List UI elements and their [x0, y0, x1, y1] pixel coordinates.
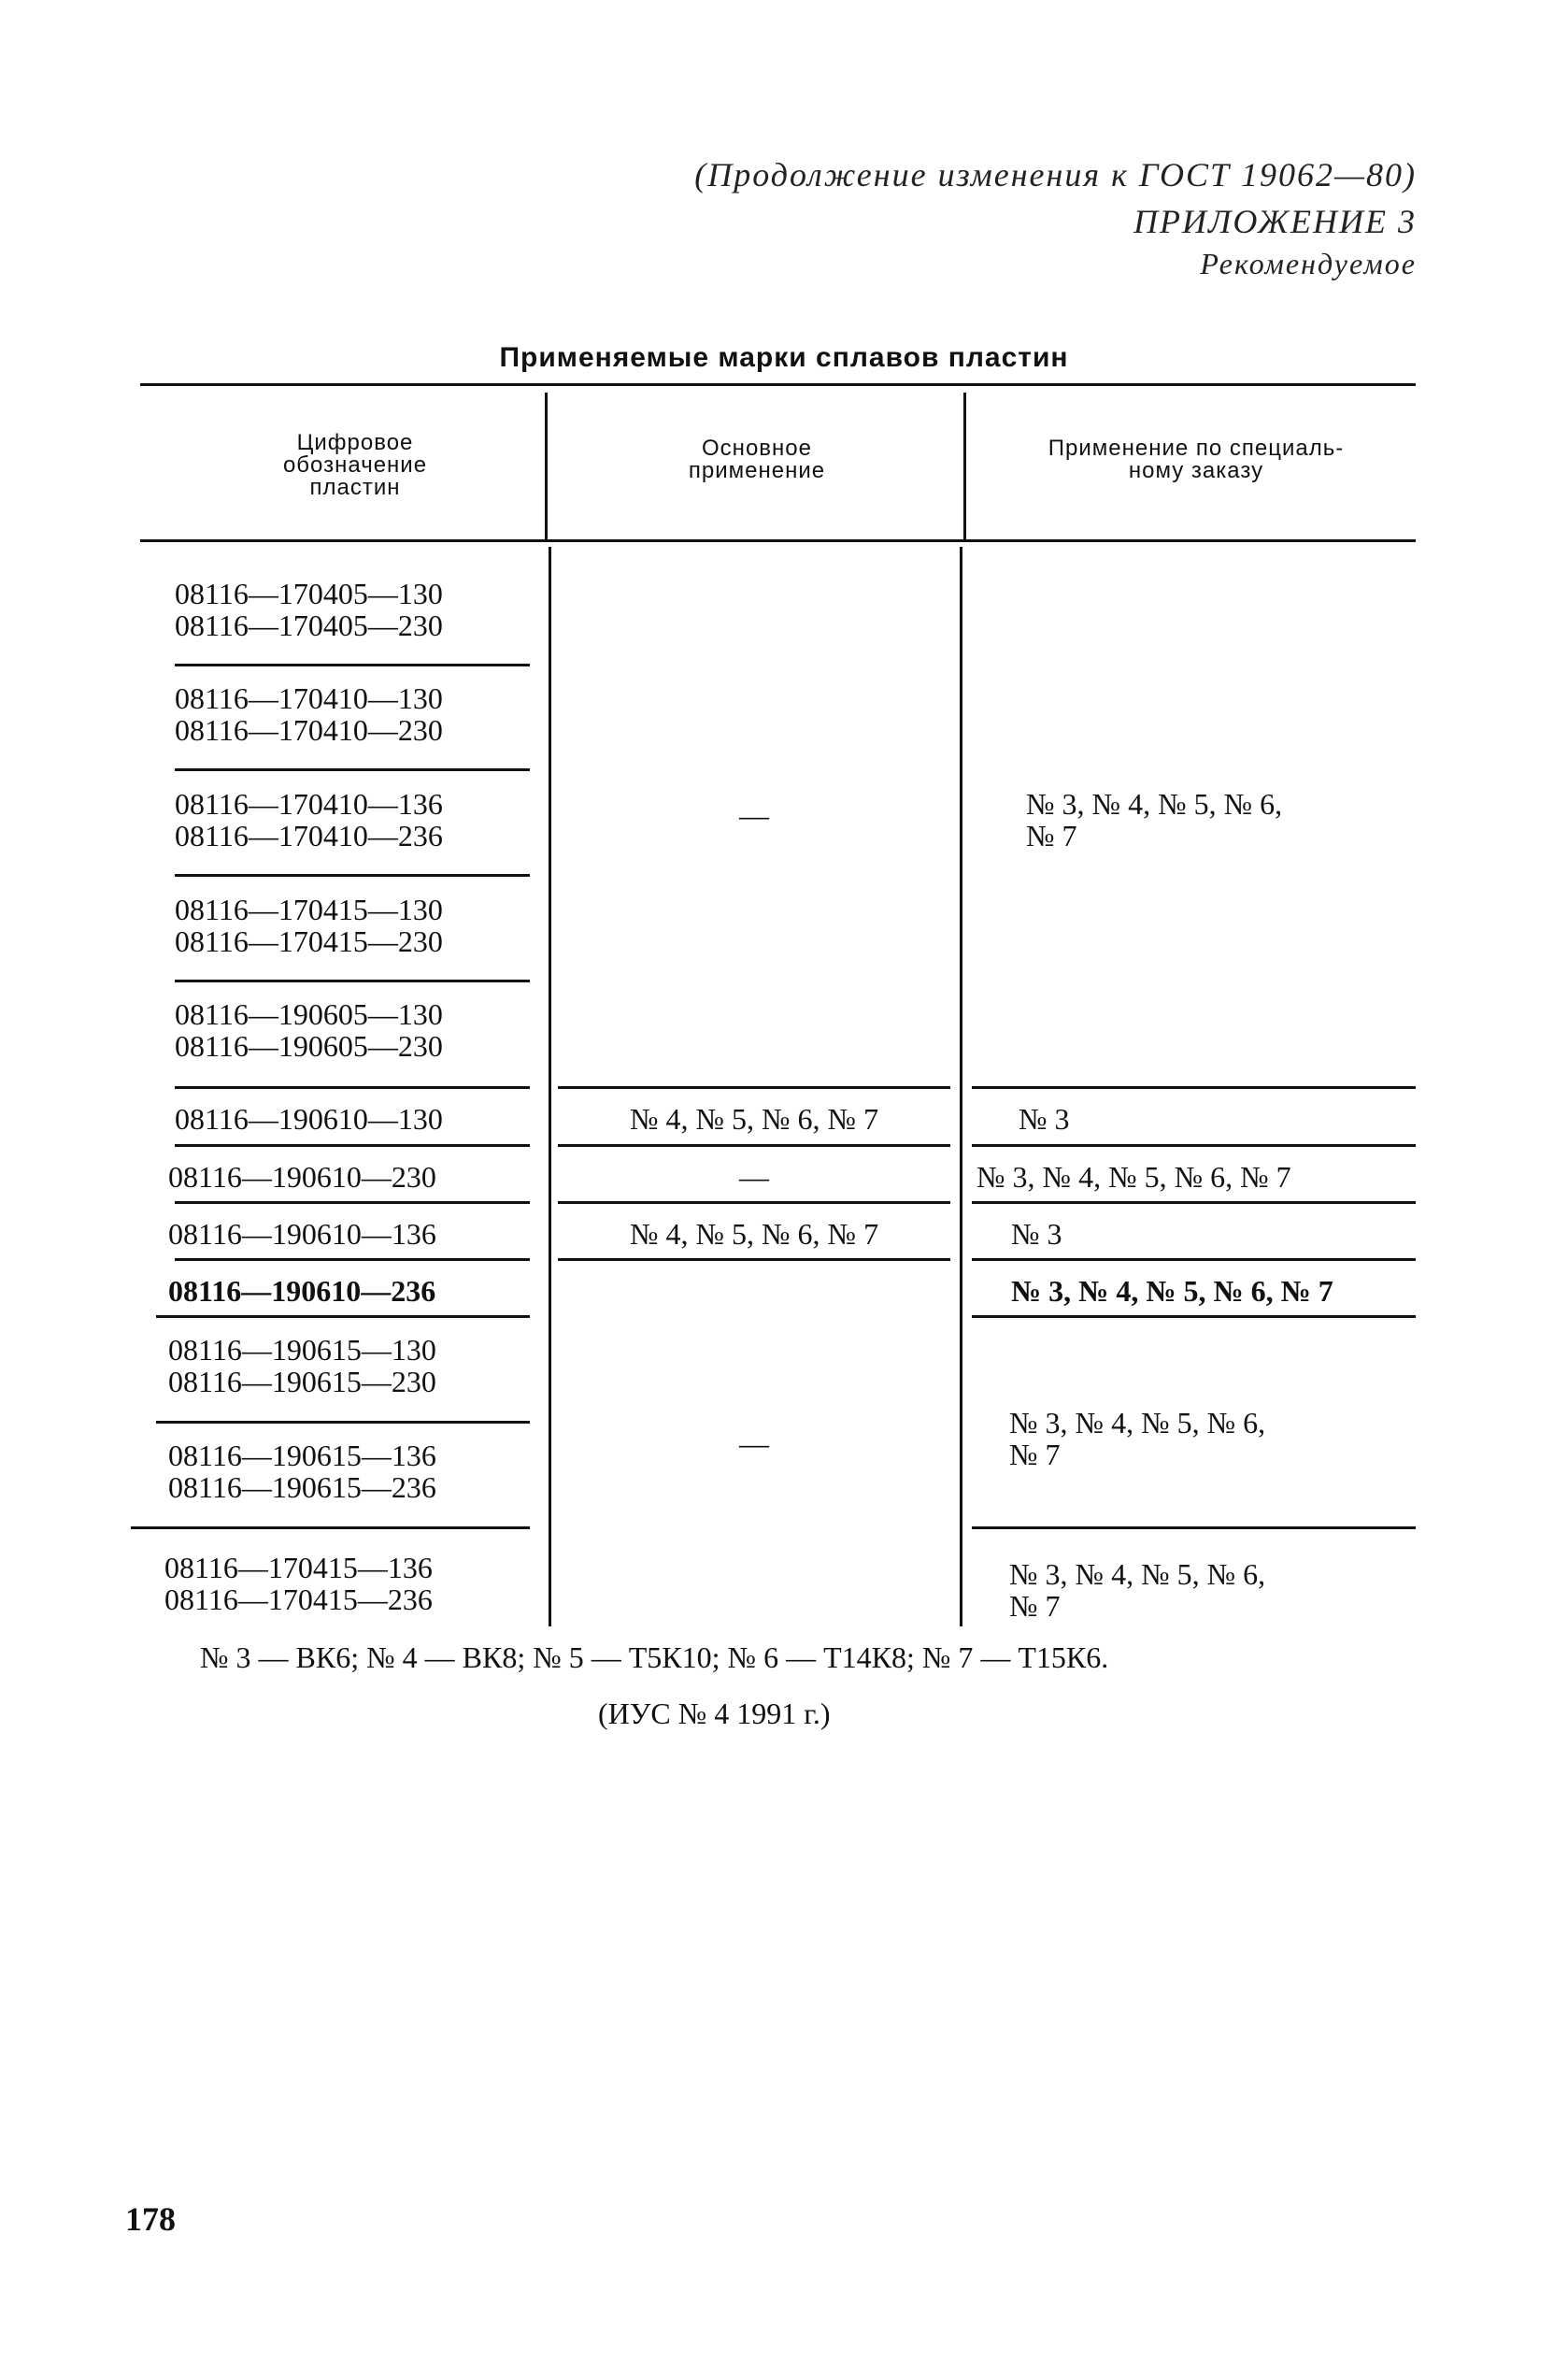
source-reference: (ИУС № 4 1991 г.) [598, 1697, 831, 1730]
row-rule [175, 874, 530, 877]
row-rule [175, 1201, 530, 1204]
special-order-cell: № 3, № 4, № 5, № 6, № 7 [976, 1160, 1291, 1194]
header-bottom-rule [140, 539, 1416, 542]
code-cell: 08116—170410—136 08116—170410—236 [175, 787, 443, 852]
special-order-cell: № 3 [1011, 1217, 1062, 1251]
code-cell: 08116—190610—236 [168, 1274, 436, 1308]
page-number: 178 [125, 2200, 176, 2238]
header-separator-2 [963, 393, 966, 539]
column-separator-1 [549, 547, 551, 1626]
main-use-cell: — [739, 798, 769, 832]
special-order-cell: № 3, № 4, № 5, № 6, № 7 [1011, 1274, 1333, 1308]
code-cell: 08116—190615—136 08116—190615—236 [168, 1439, 436, 1504]
continuation-note: (Продолжение изменения к ГОСТ 19062—80) [694, 156, 1417, 193]
header-separator-1 [545, 393, 548, 539]
row-rule [972, 1315, 1416, 1318]
table-top-rule [140, 383, 1416, 386]
code-cell: 08116—170415—136 08116—170415—236 [164, 1551, 433, 1616]
code-cell: 08116—190610—230 [168, 1160, 436, 1194]
code-cell: 08116—170415—130 08116—170415—230 [175, 893, 443, 958]
row-rule [175, 1258, 530, 1261]
main-use-cell: — [739, 1160, 769, 1194]
col-header-code: Цифровое обозначение пластин [282, 430, 428, 500]
code-cell: 08116—170405—130 08116—170405—230 [175, 577, 443, 642]
row-rule [131, 1526, 530, 1529]
main-use-cell: № 4, № 5, № 6, № 7 [629, 1217, 879, 1251]
row-rule [972, 1144, 1416, 1147]
row-rule [972, 1086, 1416, 1089]
row-rule [156, 1421, 530, 1424]
col-header-special-order: Применение по специаль- ному заказу [1048, 436, 1345, 483]
row-rule [972, 1201, 1416, 1204]
column-separator-2 [960, 547, 962, 1626]
row-rule [175, 664, 530, 666]
row-rule [175, 1086, 530, 1089]
code-cell: 08116—190610—136 [168, 1217, 436, 1251]
appendix-status: Рекомендуемое [1200, 247, 1417, 280]
row-rule [175, 1144, 530, 1147]
alloy-legend-footnote: № 3 — ВК6; № 4 — ВК8; № 5 — Т5К10; № 6 — Т14К8; № 7 — Т15К6. [200, 1640, 1109, 1674]
row-rule [972, 1526, 1416, 1529]
row-rule [558, 1086, 950, 1089]
code-cell: 08116—190610—130 [175, 1102, 443, 1136]
row-rule [175, 768, 530, 771]
col-header-main-use: Основное применение [688, 436, 826, 483]
code-cell: 08116—190605—130 08116—190605—230 [175, 997, 443, 1063]
main-use-cell: — [739, 1426, 769, 1460]
row-rule [972, 1258, 1416, 1261]
code-cell: 08116—190615—130 08116—190615—230 [168, 1333, 436, 1398]
code-cell: 08116—170410—130 08116—170410—230 [175, 681, 443, 747]
table-title: Применяемые марки сплавов пластин [499, 342, 1069, 373]
special-order-cell: № 3, № 4, № 5, № 6, № 7 [1009, 1557, 1266, 1623]
special-order-cell: № 3 [1019, 1102, 1070, 1136]
row-rule [558, 1144, 950, 1147]
row-rule [156, 1315, 530, 1318]
row-rule [558, 1201, 950, 1204]
main-use-cell: № 4, № 5, № 6, № 7 [629, 1102, 879, 1136]
row-rule [558, 1258, 950, 1261]
special-order-cell: № 3, № 4, № 5, № 6, № 7 [1009, 1406, 1266, 1471]
appendix-label: ПРИЛОЖЕНИЕ 3 [1133, 203, 1417, 240]
row-rule [175, 980, 530, 982]
special-order-cell: № 3, № 4, № 5, № 6, № 7 [1026, 787, 1283, 852]
